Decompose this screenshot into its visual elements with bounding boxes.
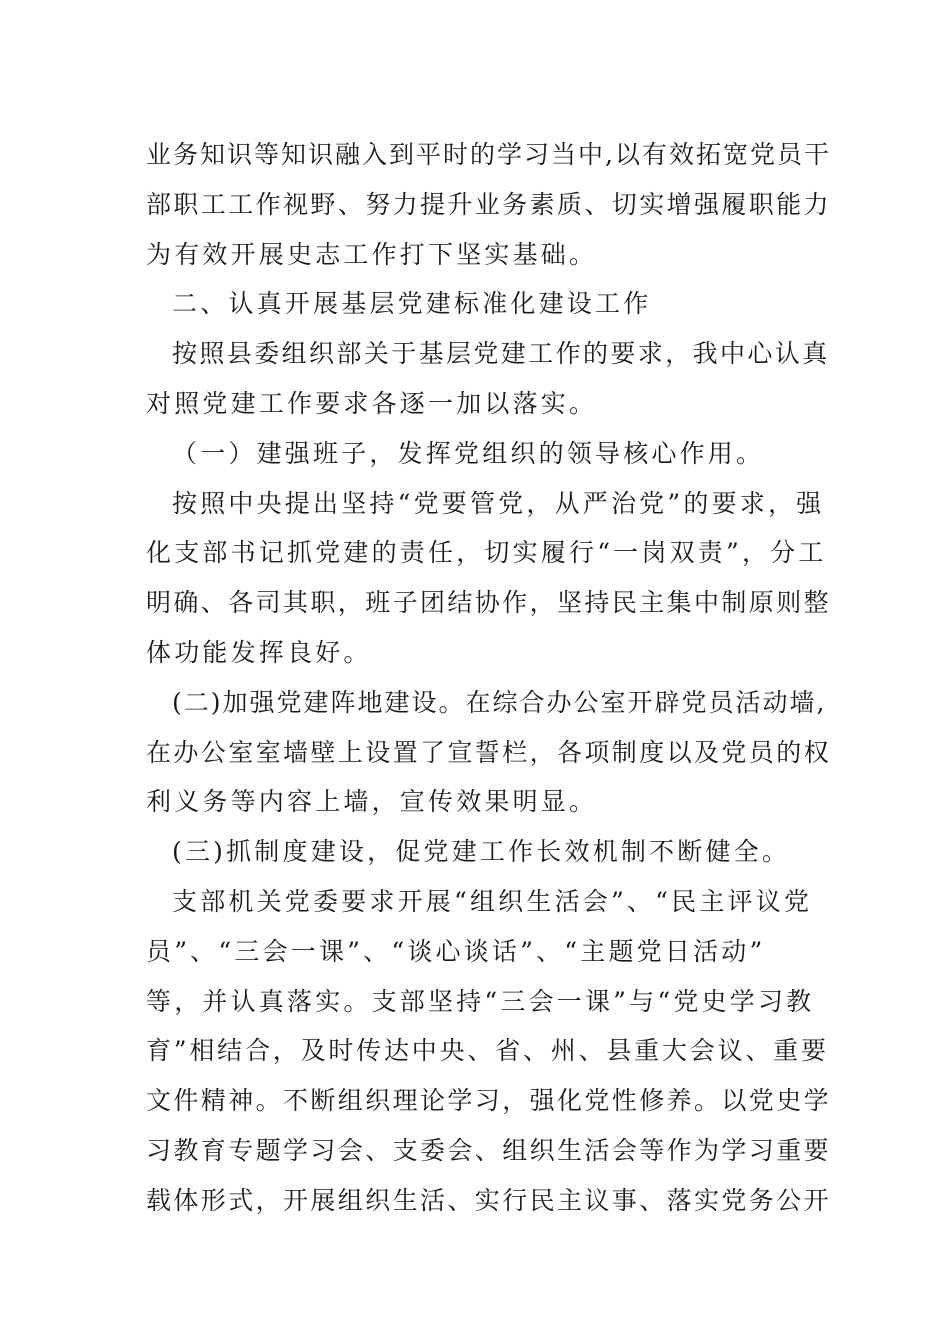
- paragraph-line-6: 对照党建工作要求各逐一加以落实。: [146, 388, 598, 418]
- subsection-heading-1: （一）建强班子，发挥党组织的领导核心作用。: [172, 438, 765, 468]
- paragraph-line-19: 育”相结合，及时传达中央、省、州、县重大会议、重要: [146, 1036, 829, 1066]
- paragraph-line-22: 载体形式，开展组织生活、实行民主议事、落实党务公开: [146, 1185, 832, 1215]
- paragraph-line-18: 等，并认真落实。支部坚持“三会一课”与“党史学习教: [146, 986, 815, 1016]
- paragraph-line-14: 利义务等内容上墙，宣传效果明显。: [146, 787, 598, 817]
- paragraph-line-2: 部职工工作视野、努力提升业务素质、切实增强履职能力: [146, 189, 832, 219]
- paragraph-line-1: 业务知识等知识融入到平时的学习当中,以有效拓宽党员干: [146, 140, 831, 169]
- paragraph-line-20: 文件精神。不断组织理论学习，强化党性修养。以党史学: [146, 1086, 832, 1116]
- paragraph-line-5: 按照县委组织部关于基层党建工作的要求，我中心认真: [172, 339, 830, 369]
- document-body: [146, 130, 832, 1226]
- subsection-heading-2: (二)加强党建阵地建设。在综合办公室开辟党员活动墙,: [172, 687, 827, 717]
- paragraph-line-13: 在办公室室墙壁上设置了宣誓栏，各项制度以及党员的权: [146, 737, 832, 767]
- paragraph-line-17: 员”、“三会一课”、“谈心谈话”、“主题党日活动”: [146, 936, 766, 966]
- subsection-heading-3: (三)抓制度建设，促党建工作长效机制不断健全。: [172, 837, 791, 867]
- paragraph-line-21: 习教育专题学习会、支委会、组织生活会等作为学习重要: [146, 1135, 832, 1165]
- paragraph-line-11: 体功能发挥良好。: [146, 637, 372, 667]
- paragraph-line-10: 明确、各司其职，班子团结协作，坚持民主集中制原则整: [146, 588, 832, 618]
- section-heading-2: 二、认真开展基层党建标准化建设工作: [172, 289, 652, 319]
- paragraph-line-8: 按照中央提出坚持“党要管党，从严治党”的要求，强: [172, 488, 825, 518]
- paragraph-line-3: 为有效开展史志工作打下坚实基础。: [146, 239, 598, 269]
- paragraph-line-9: 化支部书记抓党建的责任，切实履行“一岗双责”，分工: [146, 538, 827, 568]
- paragraph-line-16: 支部机关党委要求开展“组织生活会”、“民主评议党: [172, 886, 813, 916]
